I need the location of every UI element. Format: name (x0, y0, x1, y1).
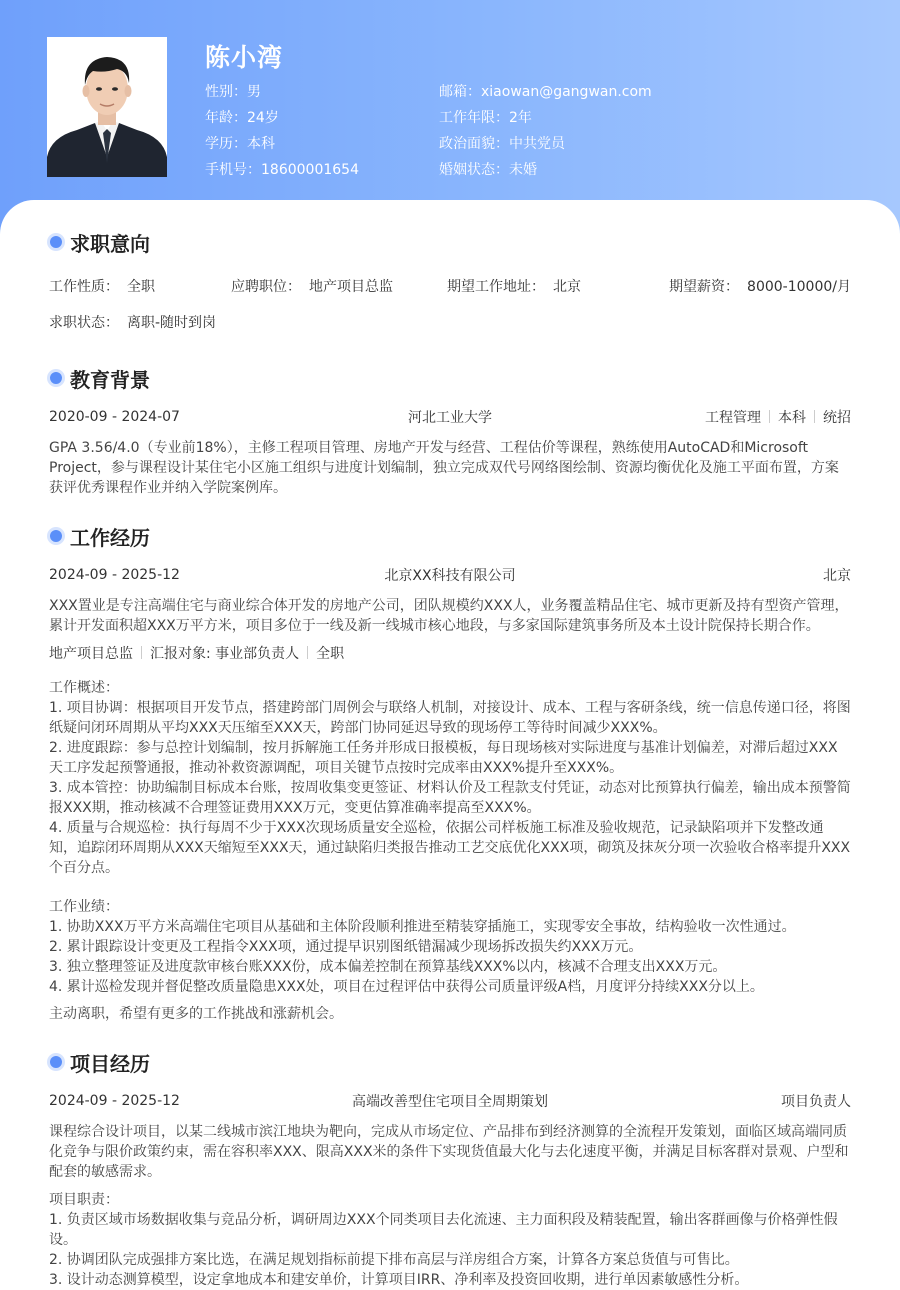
intent-position-label: 应聘职位： (231, 279, 302, 295)
work-leave-reason: 主动离职，希望有更多的工作挑战和涨薪机会。 (49, 1006, 343, 1022)
education-mode: 统招 (823, 410, 851, 426)
divider (307, 646, 308, 659)
work-result-item-2: 2. 累计跟踪设计变更及工程指令XXX项，通过提早识别图纸错漏减少现场拆改损失约XXX万元。 (49, 939, 643, 955)
section-title-work: 工作经历 (48, 521, 150, 551)
section-title-education: 教育背景 (48, 363, 150, 393)
intent-row-1 (49, 276, 851, 296)
education-header (49, 407, 851, 427)
info-age: 年龄：24岁 (205, 110, 279, 126)
work-company-intro: XXX置业是专注高端住宅与商业综合体开发的房地产公司，团队规模约XXX人，业务覆盖精品住宅、城市更新及持有型资产管理，累计开发面积超XXX万平方米，项目多位于一线及新一线城市核心地段，与多家国际建筑事务所及本土设计院保持长期合作。 (49, 598, 849, 634)
work-type: 全职 (316, 646, 345, 662)
intent-salary-label: 期望薪资： (669, 279, 740, 295)
divider (814, 410, 815, 423)
info-gender: 性别：男 (205, 84, 261, 100)
info-marital: 婚姻状态：未婚 (439, 162, 537, 178)
project-header (49, 1091, 851, 1111)
info-phone[interactable]: 手机号：18600001654 (205, 162, 359, 178)
personal-info (205, 81, 705, 181)
project-duty-item-3: 3. 设计动态测算模型，设定拿地成本和建安单价，计算项目IRR、净利率及投资回收期，进行单因素敏感性分析。 (49, 1272, 749, 1288)
info-education: 学历：本科 (205, 136, 275, 152)
avatar-portrait-icon (47, 37, 167, 177)
info-work-years: 工作年限：2年 (439, 110, 532, 126)
intent-row-2 (49, 312, 851, 332)
work-overview-item-3: 3. 成本管控：协助编制目标成本台账，按周收集变更签证、材料认价及工程款支付凭证，动态对比预算执行偏差，输出成本预警简报XXX期，推动核减不合理签证费用XXX万元，变更估算准确率提高至XXX%。 (49, 780, 851, 816)
section-bullet-icon (50, 1056, 62, 1068)
candidate-name: 陈小湾 (205, 43, 284, 72)
divider (141, 646, 142, 659)
work-overview-title: 工作概述： (49, 680, 119, 696)
project-description: 课程综合设计项目，以某二线城市滨江地块为靶向，完成从市场定位、产品排布到经济测算的全流程开发策划，面临区域高端同质化竞争与限价政策约束，需在容积率XXX、限高XXX米的条件下实现货值最大化与去化速度平衡，并满足目标客群对景观、户型和配套的敏感需求。 (49, 1124, 849, 1180)
education-description: GPA 3.56/4.0（专业前18%），主修工程项目管理、房地产开发与经营、工程估价等课程，熟练使用AutoCAD和Microsoft Project，参与课程设计某住宅小区施工组织与进度计划编制，独立完成双代号网络图绘制、资源均衡优化及施工平面布置，方案获评优秀课程作业并纳入学院案例库。 (49, 440, 839, 496)
project-role: 项目负责人 (781, 1094, 851, 1110)
work-overview-item-4: 4. 质量与合规巡检：执行每周不少于XXX次现场质量安全巡检，依据公司样板施工标准及验收规范，记录缺陷项并下发整改通知，追踪闭环周期从XXX天缩短至XXX天，通过缺陷归类报告推动工艺交底优化XXX项，砌筑及抹灰分项一次验收合格率提升XXX个百分点。 (49, 820, 851, 876)
divider (769, 410, 770, 423)
work-result-item-4: 4. 累计巡检发现并督促整改质量隐患XXX处，项目在过程评估中获得公司质量评级A档，月度评分持续XXX分以上。 (49, 979, 764, 995)
education-degree: 本科 (778, 410, 806, 426)
project-duty-item-2: 2. 协调团队完成强排方案比选，在满足规划指标前提下排布高层与洋房组合方案，计算各方案总货值与可售比。 (49, 1252, 739, 1268)
intent-salary-value: 8000-10000/月 (747, 279, 851, 295)
info-email[interactable]: 邮箱：xiaowan@gangwan.com (439, 84, 652, 100)
intent-location-value: 北京 (553, 279, 582, 295)
project-name: 高端改善型住宅项目全周期策划 (352, 1094, 548, 1110)
work-role: 地产项目总监 (49, 646, 133, 662)
work-report: 汇报对象: 事业部负责人 (150, 646, 300, 662)
intent-type-value: 全职 (127, 279, 155, 295)
work-overview-item-2: 2. 进度跟踪：参与总控计划编制，按月拆解施工任务并形成日报模板，每日现场核对实际进度与基准计划偏差，对滞后超过XXX天工序发起预警通报，推动补救资源调配，项目关键节点按时完成率由XXX%提升至XXX%。 (49, 740, 838, 776)
intent-status-label: 求职状态： (49, 315, 119, 331)
section-bullet-icon (50, 236, 62, 248)
info-political: 政治面貌：中共党员 (439, 136, 565, 152)
work-results-title: 工作业绩： (49, 899, 119, 915)
section-title-intent: 求职意向 (48, 227, 150, 257)
section-title-project: 项目经历 (48, 1047, 150, 1077)
work-result-item-3: 3. 独立整理签证及进度款审核台账XXX份，成本偏差控制在预算基线XXX%以内，核减不合理支出XXX万元。 (49, 959, 727, 975)
project-duties-title: 项目职责： (49, 1192, 119, 1208)
project-date: 2024-09 - 2025-12 (49, 1093, 180, 1109)
section-bullet-icon (50, 372, 62, 384)
work-date: 2024-09 - 2025-12 (49, 567, 180, 583)
project-duty-item-1: 1. 负责区域市场数据收集与竞品分析，调研周边XXX个同类项目去化流速、主力面积段及精装配置，输出客群画像与价格弹性假设。 (49, 1212, 838, 1248)
work-result-item-1: 1. 协助XXX万平方米高端住宅项目从基础和主体阶段顺利推进至精装穿插施工，实现零安全事故，结构验收一次性通过。 (49, 919, 796, 935)
section-bullet-icon (50, 530, 62, 542)
work-overview-item-1: 1. 项目协调：根据项目开发节点，搭建跨部门周例会与联络人机制，对接设计、成本、工程与客研条线，统一信息传递口径，将图纸疑问闭环周期从平均XXX天压缩至XXX天，跨部门协同延迟导致的现场停工等待时间减少XXX%。 (49, 700, 851, 736)
work-role-row (49, 643, 851, 663)
work-company: 北京XX科技有限公司 (384, 568, 516, 584)
profile-photo (47, 37, 167, 177)
intent-status-value: 离职-随时到岗 (127, 315, 217, 331)
education-major: 工程管理 (705, 410, 761, 426)
education-date: 2020-09 - 2024-07 (49, 409, 180, 425)
intent-position-value: 地产项目总监 (309, 279, 394, 295)
intent-location-label: 期望工作地址： (447, 279, 546, 295)
work-city: 北京 (823, 568, 851, 584)
intent-type-label: 工作性质： (49, 279, 119, 295)
work-header (49, 565, 851, 585)
education-school: 河北工业大学 (408, 410, 492, 426)
